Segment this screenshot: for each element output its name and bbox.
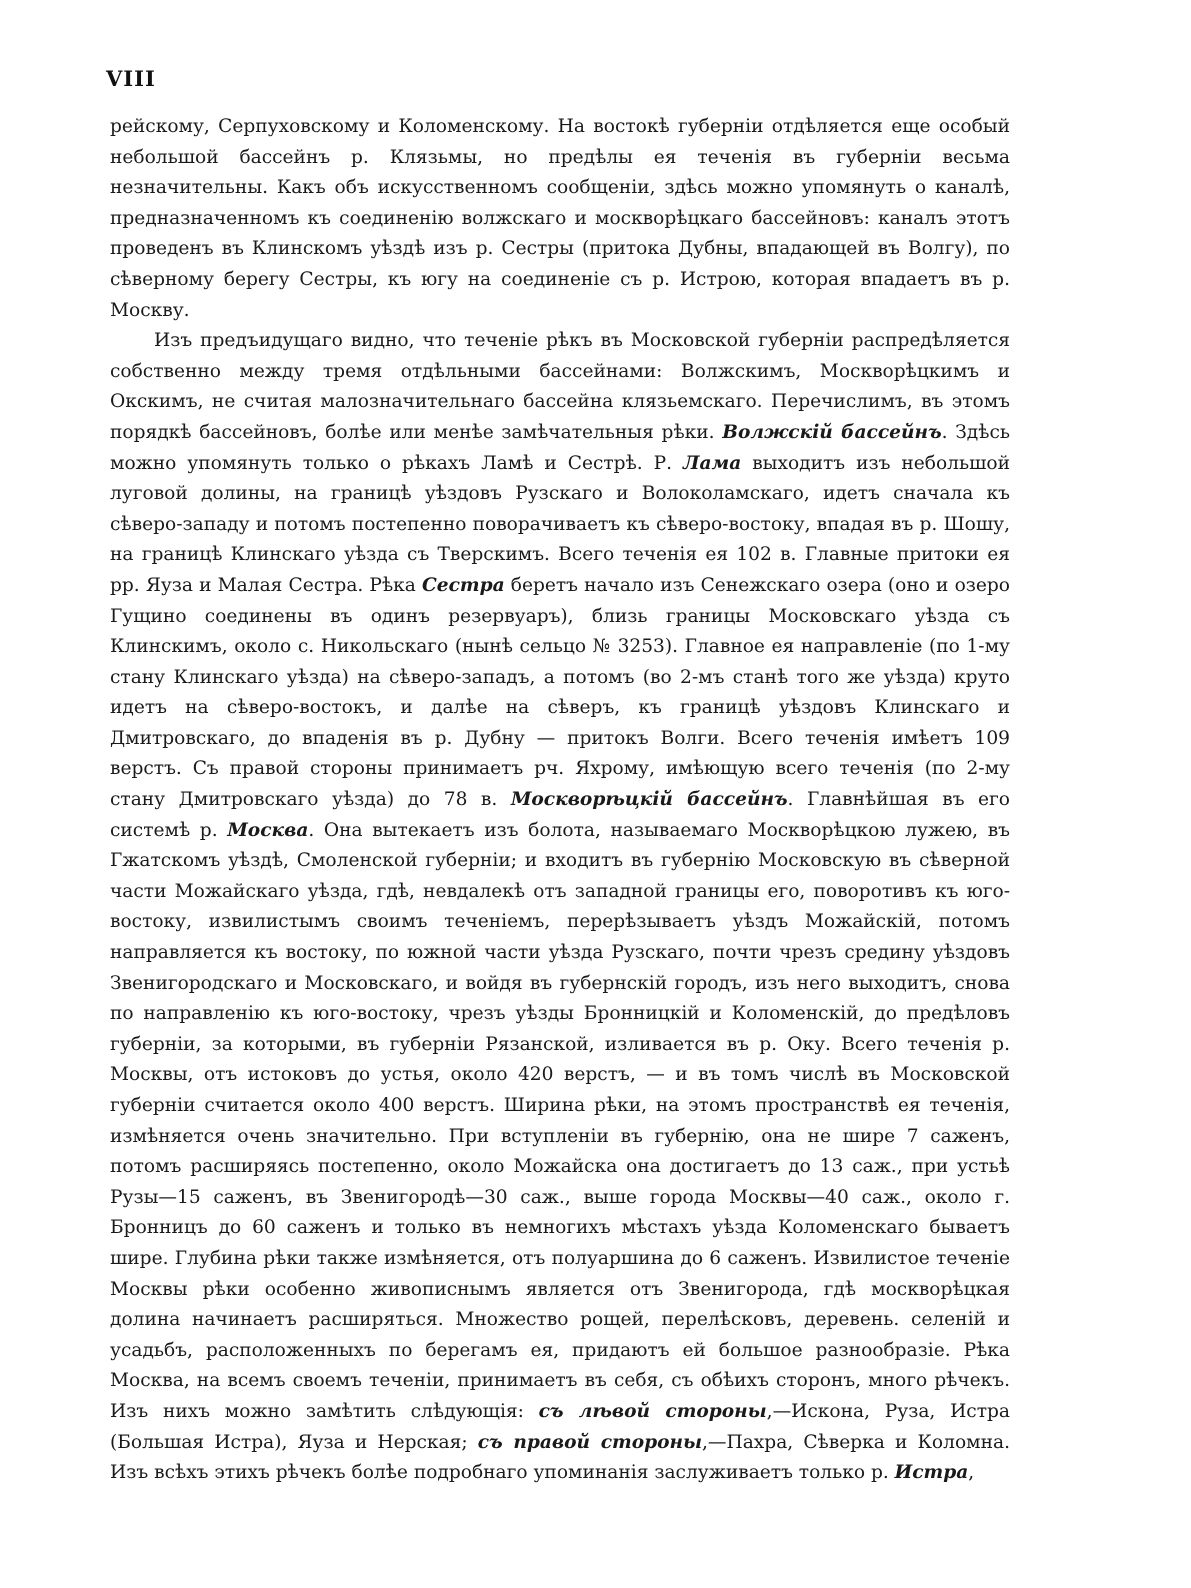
page-number: VIII [106,66,156,91]
text-run: беретъ начало изъ Сенежскаго озера (оно и озеро Гущино соединены въ одинъ резервуаръ), близь границы Московскаго уѣзда съ Клинскимъ, около с. Никольскаго (нынѣ сельцо № 3253). Главное ея направленіе (по 1-му стану Клинскаго уѣзда) на сѣверо-западъ, а потомъ (во 2-мъ станѣ того же уѣзда) круто идетъ на сѣверо-востокъ, и далѣе на сѣверъ, къ границѣ уѣздовъ Клинскаго и Дмитровскаго, до впаденія въ р. Дубну — притокъ Волги. Всего теченія имѣетъ 109 верстъ. Съ правой стороны принимаетъ рч. Яхрому, имѣющую всего теченія (по 2-му стану Дмитровскаго уѣзда) до 78 в. [110,574,1010,811]
text-run: выходитъ изъ небольшой луговой долины, на границѣ уѣздовъ Рузскаго и Волоколамскаго, идетъ сначала къ сѣверо-западу и потомъ постепенно поворачиваетъ къ сѣверо-востоку, впадая въ р. Шошу, на границѣ Клинскаго уѣзда съ Тверскимъ. Всего теченія ея 102 в. Главные притоки ея рр. Яуза и Малая Сестра. Рѣка [110,452,1010,596]
italic-run: Москва [227,819,309,841]
italic-run: съ правой стороны [477,1431,702,1453]
italic-run: Сестра [421,574,505,596]
paragraph [110,326,1010,1489]
text-run: Изъ предъидущаго видно, что теченіе рѣкъ въ Московской губерніи распредѣляется собственно между тремя отдѣльными бассейнами: Волжскимъ, Москворѣцкимъ и Окскимъ, не считая малозначительнаго бассейна клязьемскаго. Перечислимъ, въ этомъ порядкѣ бассейновъ, болѣе или менѣе замѣчательныя рѣки. [110,330,1010,443]
italic-run: Лама [683,452,742,474]
body-text [110,112,1010,1489]
text-run: ,—Пахра, Сѣверка и Коломна. Изъ всѣхъ этихъ рѣчекъ болѣе подробнаго упоминанія заслуживаетъ только р. [110,1431,1010,1484]
italic-run: Истра [894,1462,969,1484]
text-run: рейскому, Серпуховскому и Коломенскому. На востокѣ губерніи отдѣляется еще особый небольшой бассейнъ р. Клязьмы, но предѣлы ея теченія въ губерніи весьма незначительны. Какъ объ искусственномъ сообщеніи, здѣсь можно упомянуть о каналѣ, предназначенномъ къ соединенію волжскаго и москворѣцкаго бассейновъ: каналъ этотъ проведенъ въ Клинскомъ уѣздѣ изъ р. Сестры (притока Дубны, впадающей въ Волгу), по сѣверному берегу Сестры, къ югу на соединеніе съ р. Истрою, которая впадаетъ въ р. Москву. [110,116,1010,321]
text-run: . Она вытекаетъ изъ болота, называемаго Москворѣцкою лужею, въ Гжатскомъ уѣздѣ, Смоленской губерніи; и входитъ въ губернію Московскую въ сѣверной части Можайскаго уѣзда, гдѣ, невдалекѣ отъ западной границы его, поворотивъ къ юго-востоку, извилистымъ своимъ теченіемъ, перерѣзываетъ уѣздъ Можайскій, потомъ направляется къ востоку, по южной части уѣзда Рузскаго, почти чрезъ средину уѣздовъ Звенигородскаго и Московскаго, и войдя въ губернскій городъ, изъ него выходитъ, снова по направленію къ юго-востоку, чрезъ уѣзды Бронницкій и Коломенскій, до предѣловъ губерніи, за которыми, въ губерніи Рязанской, изливается въ р. Оку. Всего теченія р. Москвы, отъ истоковъ до устья, около 420 верстъ, — и въ томъ числѣ въ Московской губерніи считается около 400 верстъ. Ширина рѣки, на этомъ пространствѣ ея теченія, измѣняется очень значительно. При вступленіи въ губернію, она не шире 7 саженъ, потомъ расширяясь постепенно, около Можайска она достигаетъ до 13 саж., при устьѣ Рузы—15 саженъ, въ Звенигородѣ—30 саж., выше города Москвы—40 саж., около г. Бронницъ до 60 саженъ и только въ немногихъ мѣстахъ уѣзда Коломенскаго бываетъ шире. Глубина рѣки также измѣняется, отъ полуаршина до 6 саженъ. Извилистое теченіе Москвы рѣки особенно живописнымъ является отъ Звенигорода, гдѣ москворѣцкая долина начинаетъ расширяться. Множество рощей, перелѣсковъ, деревень. селеній и усадьбъ, расположенныхъ по берегамъ ея, придаютъ ей большое разнообразіе. Рѣка Москва, на всемъ своемъ теченіи, принимаетъ въ себя, съ обѣихъ сторонъ, много рѣчекъ. Изъ нихъ можно замѣтить слѣдующія: [110,819,1010,1422]
italic-run: съ лѣвой стороны [538,1400,767,1422]
text-run: . Главнѣйшая въ его системѣ р. [110,789,1010,841]
italic-run: Волжскій бассейнъ [722,421,942,443]
italic-run: Москворѣцкій бассейнъ [510,789,788,811]
paragraph [110,112,1010,326]
text-run: ,—Искона, Руза, Истра (Большая Истра), Яуза и Нерская; [110,1400,1010,1453]
text-run: , [968,1462,975,1484]
text-run: . Здѣсь можно упомянуть только о рѣкахъ Ламѣ и Сестрѣ. Р. [110,421,1011,474]
